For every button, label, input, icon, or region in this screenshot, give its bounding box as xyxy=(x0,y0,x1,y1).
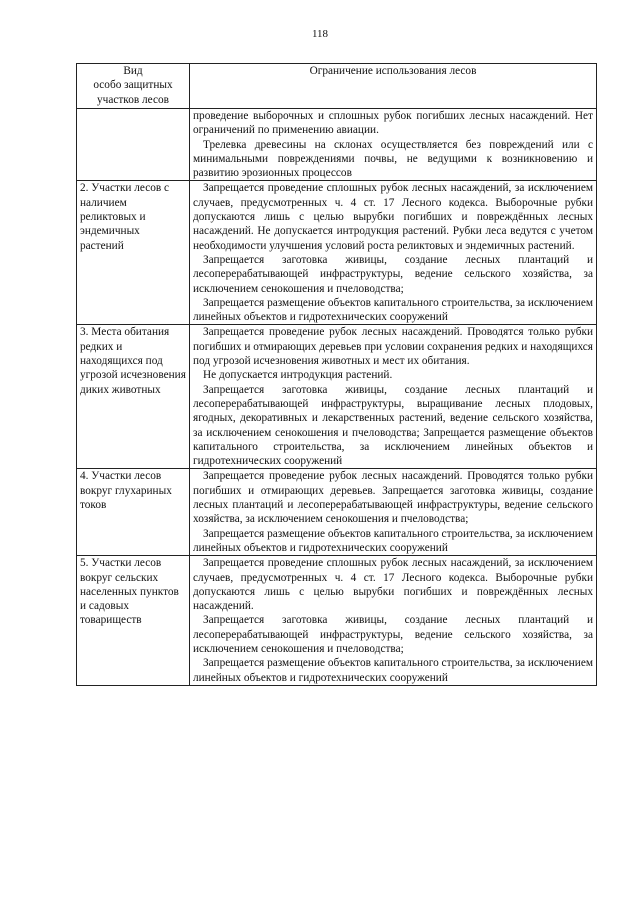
restriction-cell xyxy=(190,556,597,686)
restriction-paragraph: Запрещается размещение объектов капитального строительства, за исключением линейных объектов и гидротехнических сооружений xyxy=(193,527,593,554)
restriction-paragraph: Запрещается проведение рубок лесных насаждений. Проводятся только рубки погибших и отмирающих деревьев. Запрещается заготовка живицы, создание лесных плантаций и лесоперерабатывающей инфраструктуры, ведение сельского хозяйства, за исключением сенокошения и пчеловодства; xyxy=(193,470,593,526)
category-cell: 5. Участки лесов вокруг сельских населенных пунктов и садовых товариществ xyxy=(77,556,190,686)
restriction-cell xyxy=(190,181,597,325)
category-cell: 3. Места обитания редких и находящихся под угрозой исчезновения диких животных xyxy=(77,325,190,469)
table-row xyxy=(77,556,597,686)
table-row xyxy=(77,325,597,469)
restriction-paragraph: Запрещается размещение объектов капитального строительства, за исключением линейных объектов и гидротехнических сооружений xyxy=(193,296,593,324)
restriction-cell xyxy=(190,469,597,556)
restriction-paragraph: Запрещается размещение объектов капитального строительства, за исключением линейных объектов и гидротехнических сооружений xyxy=(193,657,593,684)
category-cell xyxy=(77,109,190,181)
header-category-line: Вид xyxy=(123,65,143,77)
restriction-cell xyxy=(190,109,597,181)
table-header-row xyxy=(77,64,597,109)
restriction-cell xyxy=(190,325,597,469)
category-cell: 2. Участки лесов с наличием реликтовых и эндемичных растений xyxy=(77,181,190,325)
restriction-paragraph: Не допускается интродукция растений. xyxy=(203,369,393,382)
restriction-paragraph: Запрещается заготовка живицы, создание лесных плантаций и лесоперерабатывающей инфраструктуры, выращивание лесных плодовых, ягодных, декоративных и лекарственных растений, ведение сельского хозяйства, за исключением сенокошения и пчеловодства; Запрещается размещение объектов капитального строительства, за исключением линейных объектов и гидротехнических сооружений xyxy=(193,383,593,468)
header-category-cell xyxy=(77,64,190,109)
restriction-paragraph: проведение выборочных и сплошных рубок погибших лесных насаждений. Нет ограничений по применению авиации. xyxy=(193,110,593,137)
restriction-paragraph: Запрещается проведение рубок лесных насаждений. Проводятся только рубки погибших и отмирающих деревьев при условии сохранения редких и находящихся под угрозой исчезновения животных и мест их обитания. xyxy=(193,326,593,368)
table-row xyxy=(77,109,597,181)
category-cell: 4. Участки лесов вокруг глухариных токов xyxy=(77,469,190,556)
forest-restrictions-table xyxy=(76,63,597,686)
restriction-paragraph: Трелевка древесины на склонах осуществляется без повреждений или с минимальными повреждениями почвы, не ведущими к возникновению и развитию эрозионных процессов xyxy=(193,138,593,180)
restriction-paragraph: Запрещается заготовка живицы, создание лесных плантаций и лесоперерабатывающей инфраструктуры, ведение сельского хозяйства, за исключением сенокошения и пчеловодства; xyxy=(193,253,593,295)
page-number: 118 xyxy=(311,28,329,40)
restriction-paragraph: Запрещается заготовка живицы, создание лесных плантаций и лесоперерабатывающей инфраструктуры, ведение сельского хозяйства, за исключением сенокошения и пчеловодства; xyxy=(193,614,593,655)
header-restriction-cell: Ограничение использования лесов xyxy=(190,64,597,109)
header-category-line: участков лесов xyxy=(97,93,169,106)
table-row xyxy=(77,181,597,325)
restriction-paragraph: Запрещается проведение сплошных рубок лесных насаждений, за исключением случаев, предусмотренных ч. 4 ст. 17 Лесного кодекса. Выборочные рубки допускаются лишь с целью вырубки погибших и повреждённых лесных насаждений. Не допускается интродукция растений. Рубки леса ведутся с учетом необходимости улучшения условий роста реликтовых и эндемичных растений. xyxy=(193,182,593,252)
header-category-line: особо защитных xyxy=(93,79,173,92)
table-row xyxy=(77,469,597,556)
restriction-paragraph: Запрещается проведение сплошных рубок лесных насаждений, за исключением случаев, предусмотренных ч. 4 ст. 17 Лесного кодекса. Выборочные рубки допускаются лишь с целью вырубки погибших и повреждённых лесных насаждений. xyxy=(193,557,593,613)
